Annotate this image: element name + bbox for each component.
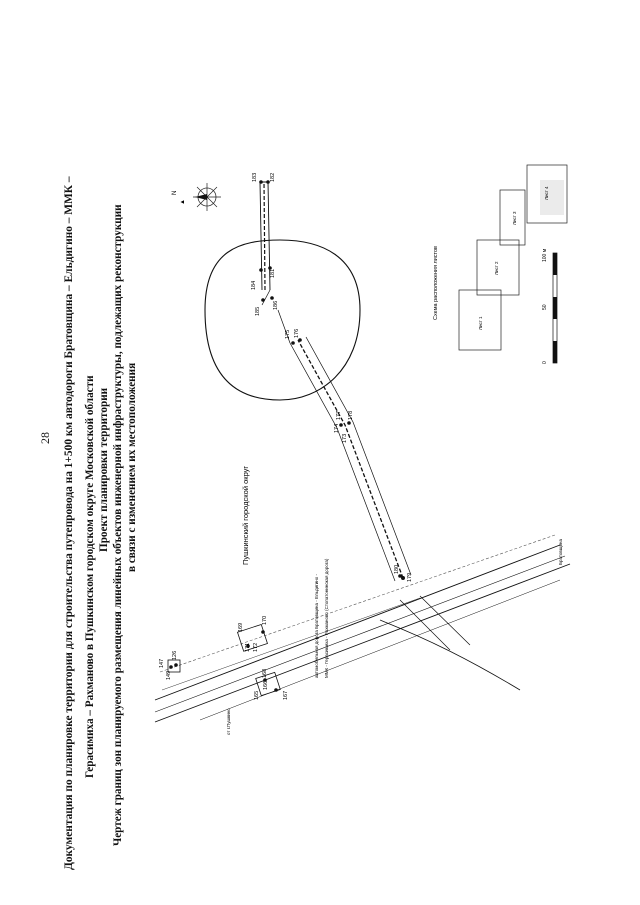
title-line-4: Чертеж границ зон планируемого размещения линейных объектов инженерной инфраструктуры, подлежащих реконструкции	[112, 204, 124, 846]
point-label: 172	[253, 642, 259, 652]
scale-tick: 50	[542, 304, 548, 310]
point-label: 171	[245, 642, 251, 652]
point-label: 178	[348, 410, 354, 420]
place-label: Братовщина	[558, 539, 563, 565]
north-arrow-icon	[193, 183, 221, 211]
point-label: 166	[263, 680, 269, 690]
north-label: N	[172, 190, 178, 195]
point-label: 179	[407, 572, 413, 582]
point-label: 183	[252, 172, 258, 182]
point-label: 180	[394, 564, 400, 574]
point-label: 168	[262, 668, 268, 678]
scale-tick: 0	[542, 361, 548, 364]
point-label: 185	[255, 306, 261, 316]
title-line-2: Герасимиха – Рахманово в Пушкинском городском округе Московской области	[84, 375, 96, 778]
point-label: 149	[166, 670, 172, 680]
pipeline-corridor	[260, 182, 411, 581]
point-label: 186	[273, 300, 279, 310]
point-label: 169	[238, 622, 244, 632]
sheet-scheme-title: Схема расположения листов	[433, 246, 439, 320]
point-label: 175	[285, 329, 291, 339]
point-markers	[169, 180, 405, 692]
point-label: 182	[270, 172, 276, 182]
point-label: 165	[254, 690, 260, 700]
point-label: 126	[172, 650, 178, 660]
scale-tick: 100 м	[542, 248, 548, 262]
scale-bar	[553, 253, 557, 363]
sheet-label: Лист 2	[494, 261, 499, 275]
point-label: 167	[283, 690, 289, 700]
point-label: 147	[159, 658, 165, 668]
sheet-label: Лист 1	[478, 316, 483, 330]
place-label: от г.Пушкино	[226, 708, 231, 735]
sheet-label: Лист 4	[544, 186, 549, 200]
point-label: 174	[334, 423, 340, 433]
point-label: 170	[262, 615, 268, 625]
point-label: 176	[294, 328, 300, 338]
sheet-label: Лист 3	[512, 211, 517, 225]
road-label: автомобильная дорога Братовщина - Ельдигино -	[314, 573, 319, 678]
point-label: 184	[251, 280, 257, 290]
point-label: 177	[336, 410, 342, 420]
district-label: Пушкинский городской округ	[241, 465, 250, 565]
road-label: ММК - Герасимиха - Рахманово (Стопатонинская дорога)	[324, 558, 329, 678]
point-label: 173	[342, 433, 348, 443]
title-line-3: Проект планировки территории	[98, 387, 110, 552]
svg-text:▲: ▲	[180, 199, 186, 205]
point-labels	[159, 173, 413, 700]
zone-boundary	[205, 240, 360, 400]
title-line-1: Документация по планировке территории для строительства путепровода на 1+500 км автодороги Братовщина – Ельдигино – ММК –	[63, 176, 75, 870]
title-line-5: в связи с изменением их местоположения	[126, 362, 138, 572]
point-label: 181	[270, 268, 276, 278]
page-number: 28	[38, 432, 52, 444]
main-road	[155, 535, 570, 722]
